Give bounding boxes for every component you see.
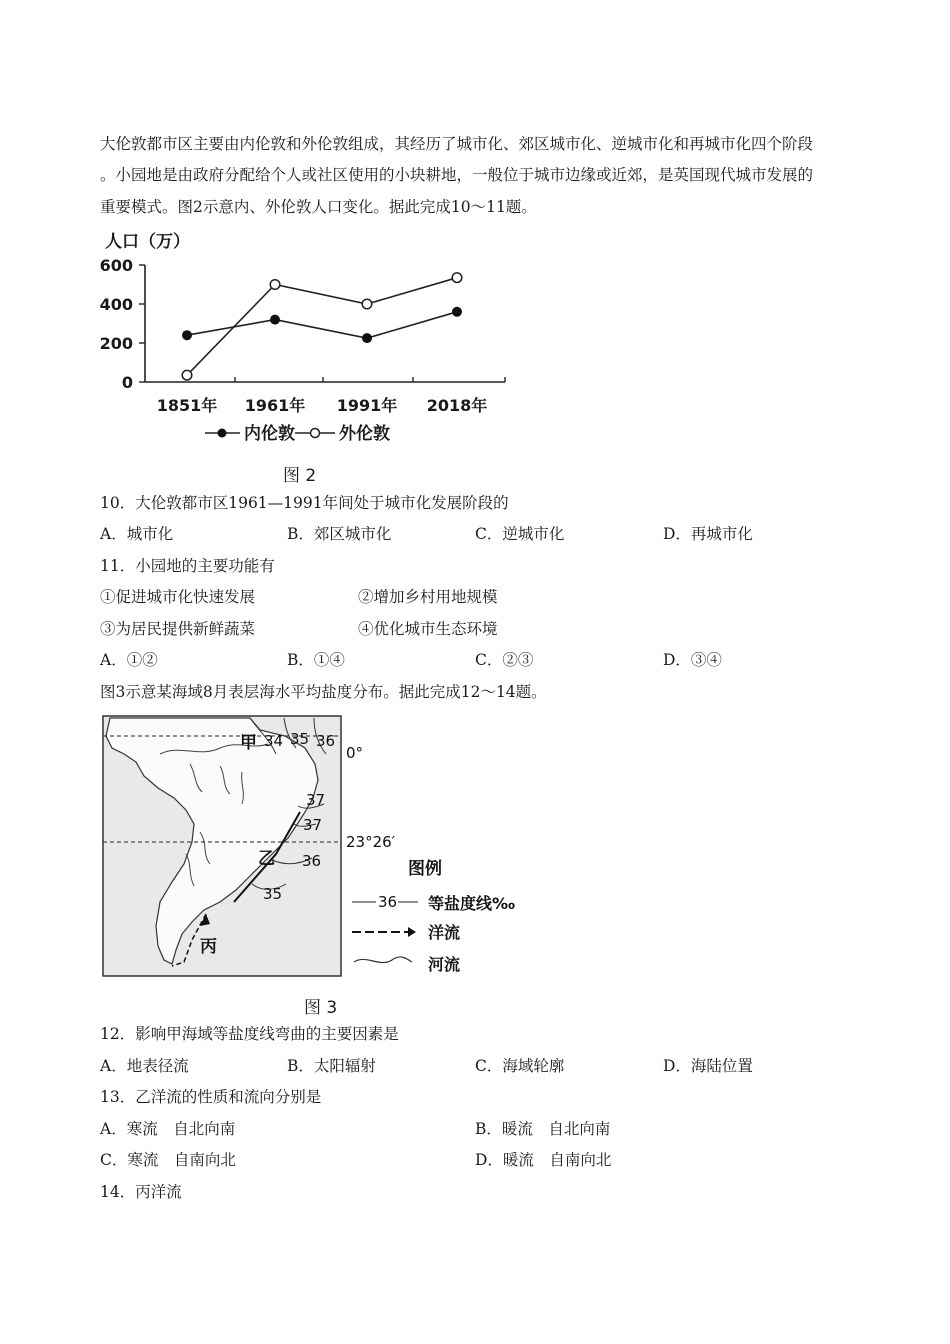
data-point-outer (182, 370, 192, 380)
legend-title: 图例 (408, 859, 442, 879)
data-point-outer (270, 280, 280, 290)
q11-option-b[interactable]: B．①④ (287, 651, 345, 669)
label-equator: 0° (346, 744, 364, 762)
y-tick-label: 0 (121, 373, 133, 392)
q14-stem: 14．丙洋流 (100, 1183, 182, 1201)
legend-river-symbol (354, 957, 412, 963)
q12-stem: 12．影响甲海域等盐度线弯曲的主要因素是 (100, 1025, 399, 1043)
q10-stem: 10．大伦敦都市区1961—1991年间处于城市化发展阶段的 (100, 494, 509, 512)
legend-marker-outer (311, 429, 320, 438)
y-tick-label: 400 (99, 295, 133, 314)
q12-option-b[interactable]: B．太阳辐射 (287, 1057, 376, 1075)
q10-option-a[interactable]: A．城市化 (100, 525, 174, 543)
label-iso-37a: 37 (306, 791, 326, 809)
q10-option-c[interactable]: C．逆城市化 (475, 525, 565, 543)
label-yi: 乙 (258, 849, 275, 869)
data-point-outer (452, 273, 462, 283)
chart-ylabel: 人口（万） (105, 232, 190, 252)
label-iso-35b: 35 (263, 885, 283, 903)
q10-option-b[interactable]: B．郊区城市化 (287, 525, 392, 543)
intro-2: 图3示意某海域8月表层海水平均盐度分布。据此完成12～14题。 (100, 683, 547, 701)
legend-river-label: 河流 (428, 955, 461, 974)
label-iso-36b: 36 (302, 852, 322, 870)
figure-2-caption: 图 2 (283, 466, 317, 486)
q11-item-3: ③为居民提供新鲜蔬菜 (100, 620, 256, 638)
data-point-inner (362, 333, 372, 343)
label-tropic: 23°26′ (346, 833, 396, 851)
figure-3-map (100, 714, 540, 982)
q11-option-a[interactable]: A．①② (100, 651, 158, 669)
data-point-inner (270, 315, 280, 325)
q13-option-b[interactable]: B．暖流 自北向南 (475, 1120, 611, 1138)
label-iso-36a: 36 (316, 732, 336, 750)
map-legend (352, 858, 515, 974)
label-bing: 丙 (200, 937, 217, 957)
q11-item-4: ④优化城市生态环境 (358, 620, 498, 638)
q13-option-a[interactable]: A．寒流 自北向南 (100, 1120, 236, 1138)
data-point-inner (182, 330, 192, 340)
label-iso-34: 34 (264, 732, 284, 750)
intro-line-3: 重要模式。图2示意内、外伦敦人口变化。据此完成10～11题。 (100, 198, 537, 216)
q11-stem: 11．小园地的主要功能有 (100, 557, 275, 575)
intro-line-2: 。小园地是由政府分配给个人或社区使用的小块耕地，一般位于城市边缘或近郊，是英国现代城市发展的 (100, 166, 814, 184)
figure-2-chart (95, 225, 535, 450)
y-tick-label: 200 (99, 334, 133, 353)
q13-stem: 13．乙洋流的性质和流向分别是 (100, 1088, 322, 1106)
legend-isoline-sample: 36 (378, 893, 398, 911)
x-tick-label: 1851年 (156, 396, 218, 415)
q13-option-d[interactable]: D．暖流 自南向北 (475, 1151, 612, 1169)
q11-item-1: ①促进城市化快速发展 (100, 588, 256, 606)
q12-option-a[interactable]: A．地表径流 (100, 1057, 189, 1075)
data-point-outer (362, 299, 372, 309)
q12-option-c[interactable]: C．海域轮廓 (475, 1057, 565, 1075)
chart-legend (205, 423, 390, 444)
legend-label-inner: 内伦敦 (244, 424, 295, 444)
x-tick-label: 1991年 (336, 396, 398, 415)
q11-option-c[interactable]: C．②③ (475, 651, 534, 669)
q11-option-d[interactable]: D．③④ (663, 651, 722, 669)
intro-line-1: 大伦敦都市区主要由内伦敦和外伦敦组成，其经历了城市化、郊区城市化、逆城市化和再城市化四个阶段 (100, 135, 814, 153)
x-tick-label: 2018年 (426, 396, 488, 415)
data-point-inner (452, 307, 462, 317)
x-tick-label: 1961年 (244, 396, 306, 415)
q10-option-d[interactable]: D．再城市化 (663, 525, 753, 543)
series-line-outer (187, 278, 457, 376)
legend-marker-inner (218, 429, 227, 438)
legend-isoline-label: 等盐度线‰ (428, 894, 516, 913)
figure-3-caption: 图 3 (304, 998, 338, 1018)
label-jia: 甲 (240, 733, 257, 753)
q12-option-d[interactable]: D．海陆位置 (663, 1057, 753, 1075)
q13-option-c[interactable]: C．寒流 自南向北 (100, 1151, 236, 1169)
label-iso-35a: 35 (290, 730, 310, 748)
y-tick-label: 600 (99, 256, 133, 275)
legend-current-label: 洋流 (428, 923, 461, 942)
q11-item-2: ②增加乡村用地规模 (358, 588, 498, 606)
label-iso-37b: 37 (303, 816, 323, 834)
legend-label-outer: 外伦敦 (339, 424, 390, 444)
